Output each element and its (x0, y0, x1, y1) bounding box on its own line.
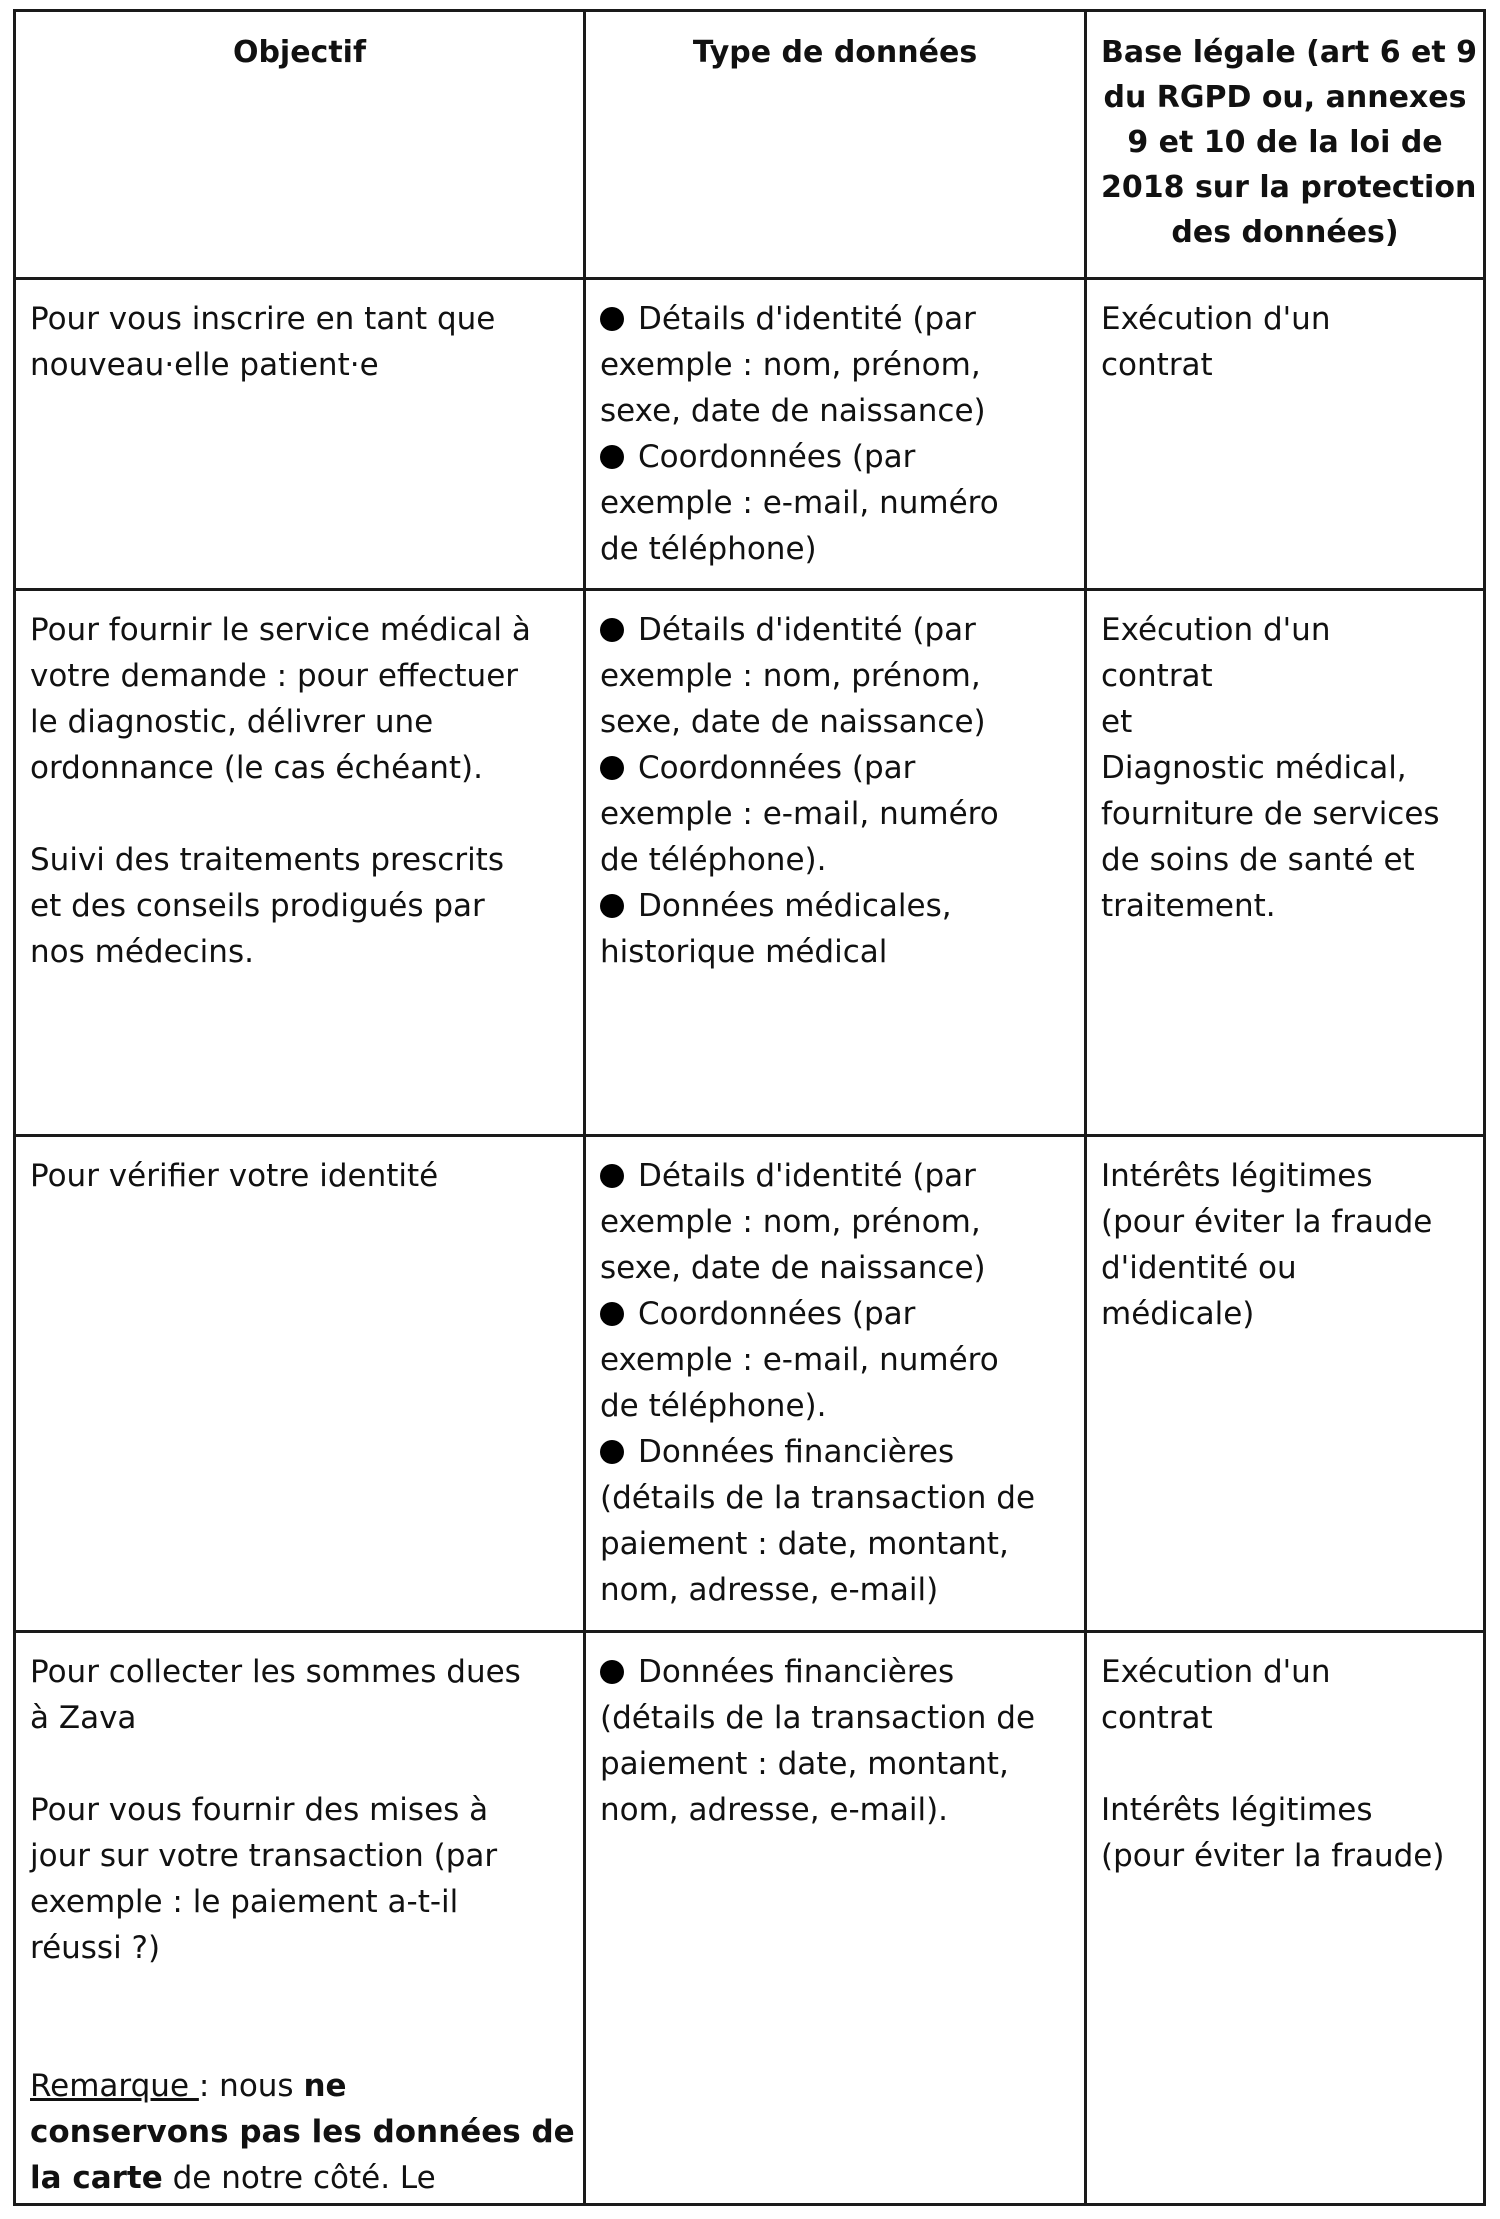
type-donnees-cell (586, 1137, 1087, 1630)
objectif-cell: Pour vous inscrire en tant que nouveau·elle patient·e (16, 280, 586, 588)
bullet-icon (600, 1164, 624, 1188)
bullet-icon (600, 756, 624, 780)
table-row (16, 280, 1483, 591)
table-header-row (16, 12, 1483, 280)
header-objectif: Objectif (16, 12, 586, 277)
list-item: Données financières (détails de la transaction de paiement : date, montant, nom, adresse, e-mail). (600, 1654, 1036, 1828)
bullet-icon (600, 445, 624, 469)
bullet-icon (600, 307, 624, 331)
bullet-icon (600, 1660, 624, 1684)
type-donnees-cell (586, 591, 1087, 1134)
data-processing-table (13, 9, 1486, 2206)
list-item: Coordonnées (par exemple : e-mail, numéro de téléphone). (600, 750, 999, 878)
remark-label: Remarque (30, 2068, 199, 2104)
base-legale-cell: Exécution d'un contrat Intérêts légitimes (pour éviter la fraude) (1101, 1654, 1445, 1874)
bullet-icon (600, 894, 624, 918)
bullet-icon (600, 618, 624, 642)
objectif-cell: Pour collecter les sommes dues à Zava Pour vous fournir des mises à jour sur votre transaction (par exemple : le paiement a-t-il réussi ?) Remarque : nous ne conservons pas les données de la carte de notre côté. Le (16, 1633, 586, 2203)
type-donnees-cell (586, 280, 1087, 588)
header-base-legale: Base légale (art 6 et 9 du RGPD ou, annexes 9 et 10 de la loi de 2018 sur la protection des données) (1101, 35, 1478, 250)
list-item: Détails d'identité (par exemple : nom, prénom, sexe, date de naissance) (600, 301, 986, 429)
objectif-cell: Pour vérifier votre identité (16, 1137, 586, 1630)
bullet-icon (600, 1440, 624, 1464)
list-item: Coordonnées (par exemple : e-mail, numéro de téléphone) (600, 439, 999, 567)
objectif-cell: Pour fournir le service médical à votre demande : pour effectuer le diagnostic, délivrer une ordonnance (le cas échéant). Suivi des traitements prescrits et des conseils prodigués par nos médecins. (16, 591, 586, 1134)
list-item: Données médicales, historique médical (600, 888, 952, 970)
table-row (16, 1633, 1483, 2203)
remark-line: Remarque : nous ne (30, 2068, 347, 2104)
header-type-donnees: Type de données (586, 12, 1087, 277)
list-item: Détails d'identité (par exemple : nom, prénom, sexe, date de naissance) (600, 612, 986, 740)
base-legale-cell: Exécution d'un contrat (1101, 301, 1331, 383)
bullet-icon (600, 1302, 624, 1326)
table-row (16, 1137, 1483, 1633)
base-legale-cell: Exécution d'un contrat et Diagnostic médical, fourniture de services de soins de santé et traitement. (1101, 612, 1440, 924)
list-item: Coordonnées (par exemple : e-mail, numéro de téléphone). (600, 1296, 999, 1424)
list-item: Détails d'identité (par exemple : nom, prénom, sexe, date de naissance) (600, 1158, 986, 1286)
table-row (16, 591, 1483, 1137)
type-donnees-cell (586, 1633, 1087, 2203)
base-legale-cell: Intérêts légitimes (pour éviter la fraude d'identité ou médicale) (1101, 1158, 1433, 1332)
list-item: Données financières (détails de la transaction de paiement : date, montant, nom, adresse, e-mail) (600, 1434, 1036, 1608)
